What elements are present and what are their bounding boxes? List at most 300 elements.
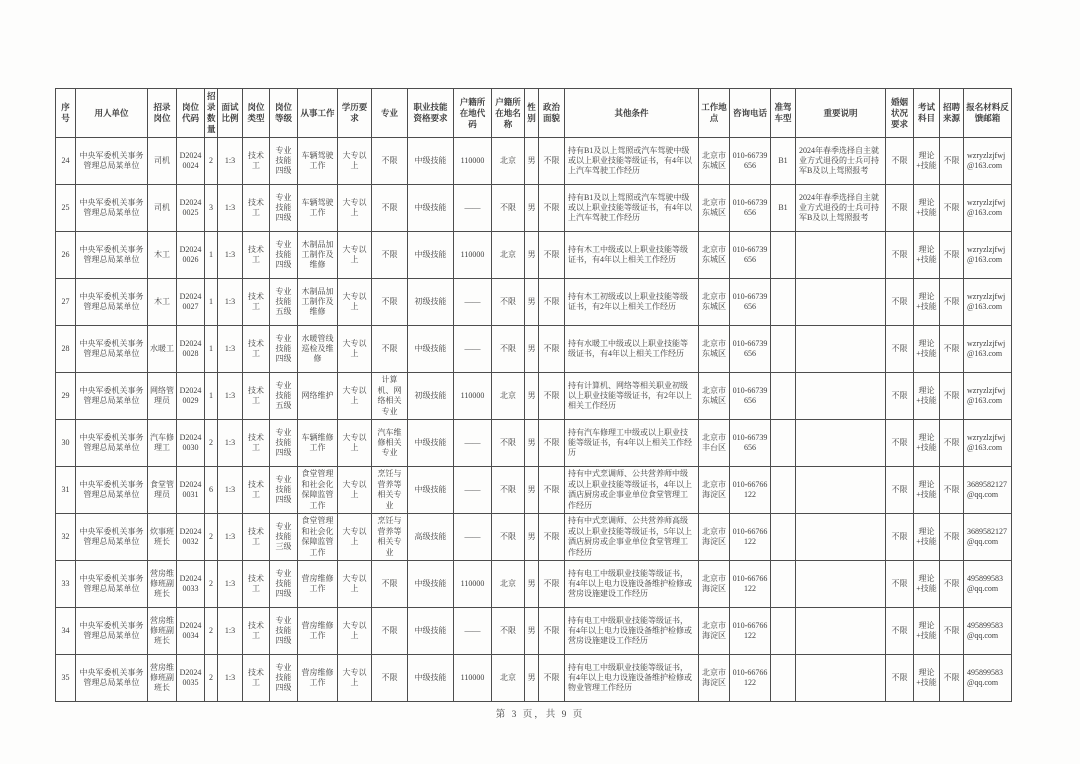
table-cell: 010-66766122 xyxy=(730,561,771,608)
table-cell xyxy=(771,373,796,420)
table-cell: 1:3 xyxy=(218,326,243,373)
table-cell: 1:3 xyxy=(218,655,243,702)
table-cell: D20240030 xyxy=(177,420,205,467)
table-cell: 110000 xyxy=(454,561,492,608)
table-header xyxy=(56,89,1012,138)
table-cell: 1 xyxy=(205,326,218,373)
table-cell: —— xyxy=(454,326,492,373)
table-cell: D20240033 xyxy=(177,561,205,608)
table-cell: D20240035 xyxy=(177,655,205,702)
table-cell: wzryzlzjfwj@163.com xyxy=(964,138,1012,185)
table-cell: 不限 xyxy=(539,655,565,702)
table-cell: 不限 xyxy=(886,420,914,467)
table-cell: 水暖工 xyxy=(148,326,177,373)
table-cell: 495899583@qq.com xyxy=(964,655,1012,702)
table-cell: 男 xyxy=(525,373,539,420)
table-cell: 专业技能四级 xyxy=(270,185,298,232)
table-cell: 司机 xyxy=(148,138,177,185)
table-cell: 中级技能 xyxy=(408,608,454,655)
table-cell: 车辆驾驶工作 xyxy=(298,185,338,232)
table-cell: 持有B1及以上驾照或汽车驾驶中级或以上职业技能等级证书，有4年以上汽车驾驶工作经历 xyxy=(565,138,699,185)
table-cell: wzryzlzjfwj@163.com xyxy=(964,185,1012,232)
table-cell: 北京市海淀区 xyxy=(699,561,730,608)
column-header: 招录数量 xyxy=(205,89,218,138)
table-cell: 北京市东城区 xyxy=(699,279,730,326)
table-cell xyxy=(771,232,796,279)
column-header: 咨询电话 xyxy=(730,89,771,138)
column-header: 学历要求 xyxy=(338,89,372,138)
table-cell: 3689582127@qq.com xyxy=(964,467,1012,514)
table-cell: —— xyxy=(454,185,492,232)
table-cell: —— xyxy=(454,279,492,326)
table-cell: 技术工 xyxy=(243,561,270,608)
column-header: 职业技能资格要求 xyxy=(408,89,454,138)
table-cell: 110000 xyxy=(454,373,492,420)
table-cell: 北京 xyxy=(492,373,525,420)
table-cell: wzryzlzjfwj@163.com xyxy=(964,232,1012,279)
table-cell: 2 xyxy=(205,655,218,702)
table-body xyxy=(56,138,1012,702)
table-cell: 持有中式烹调师、公共营养师中级或以上职业技能等级证书，4年以上酒店厨房或企事业单位食堂管理工作经历 xyxy=(565,467,699,514)
table-cell: 食堂管理员 xyxy=(148,467,177,514)
table-cell: 不限 xyxy=(372,232,408,279)
table-cell: 不限 xyxy=(539,373,565,420)
table-cell: 男 xyxy=(525,655,539,702)
column-header: 岗位类型 xyxy=(243,89,270,138)
table-cell: 中央军委机关事务管理总局某单位 xyxy=(76,326,148,373)
table-cell: 技术工 xyxy=(243,420,270,467)
table-cell: 大专以上 xyxy=(338,420,372,467)
table-cell: 中央军委机关事务管理总局某单位 xyxy=(76,467,148,514)
table-cell: D20240026 xyxy=(177,232,205,279)
table-cell: 专业技能四级 xyxy=(270,467,298,514)
table-cell: 不限 xyxy=(940,279,964,326)
table-cell: 110000 xyxy=(454,655,492,702)
table-cell: 男 xyxy=(525,326,539,373)
table-cell: 不限 xyxy=(940,561,964,608)
table-cell: 不限 xyxy=(539,232,565,279)
table-cell: 3 xyxy=(205,185,218,232)
table-cell xyxy=(796,561,886,608)
table-cell: 不限 xyxy=(372,279,408,326)
table-cell: 中央军委机关事务管理总局某单位 xyxy=(76,420,148,467)
table-cell: 不限 xyxy=(492,420,525,467)
table-cell: 中级技能 xyxy=(408,326,454,373)
table-cell: 专业技能四级 xyxy=(270,561,298,608)
table-cell: 不限 xyxy=(886,655,914,702)
table-cell: 不限 xyxy=(539,514,565,561)
table-cell: 北京 xyxy=(492,655,525,702)
table-cell: 营房维修班副班长 xyxy=(148,608,177,655)
table-cell: 汽车修理工 xyxy=(148,420,177,467)
table-cell: 男 xyxy=(525,561,539,608)
table-cell: 中央军委机关事务管理总局某单位 xyxy=(76,185,148,232)
table-row xyxy=(56,138,1012,185)
table-cell: 1:3 xyxy=(218,561,243,608)
table-cell: 不限 xyxy=(886,185,914,232)
table-cell: wzryzlzjfwj@163.com xyxy=(964,373,1012,420)
table-cell xyxy=(796,373,886,420)
table-cell: 1 xyxy=(205,373,218,420)
table-cell: 大专以上 xyxy=(338,279,372,326)
table-cell: 营房维修班副班长 xyxy=(148,655,177,702)
table-cell: 北京市东城区 xyxy=(699,326,730,373)
table-cell: 不限 xyxy=(492,185,525,232)
table-row xyxy=(56,373,1012,420)
table-cell: 1:3 xyxy=(218,608,243,655)
table-cell: —— xyxy=(454,420,492,467)
table-cell xyxy=(771,655,796,702)
table-cell xyxy=(771,279,796,326)
table-row xyxy=(56,608,1012,655)
table-cell: 烹饪与营养等相关专业 xyxy=(372,467,408,514)
table-cell: 理论+技能 xyxy=(914,185,940,232)
table-cell: 炊事班班长 xyxy=(148,514,177,561)
table-cell: 不限 xyxy=(886,138,914,185)
table-cell: 理论+技能 xyxy=(914,467,940,514)
table-cell: 北京市东城区 xyxy=(699,185,730,232)
table-cell: 技术工 xyxy=(243,138,270,185)
table-cell: 高级技能 xyxy=(408,514,454,561)
table-cell: 不限 xyxy=(940,514,964,561)
table-cell: 3689582127@qq.com xyxy=(964,514,1012,561)
table-cell: 北京市丰台区 xyxy=(699,420,730,467)
table-cell: 1:3 xyxy=(218,232,243,279)
table-cell: 1 xyxy=(205,232,218,279)
table-cell: 1:3 xyxy=(218,373,243,420)
table-cell: 不限 xyxy=(492,608,525,655)
table-cell: 专业技能四级 xyxy=(270,138,298,185)
table-cell: 技术工 xyxy=(243,655,270,702)
table-cell: B1 xyxy=(771,138,796,185)
table-cell: 男 xyxy=(525,420,539,467)
table-cell: 010-66766122 xyxy=(730,467,771,514)
table-cell: 中央军委机关事务管理总局某单位 xyxy=(76,608,148,655)
table-cell: 木制品加工制作及维修 xyxy=(298,279,338,326)
table-cell: 专业技能四级 xyxy=(270,608,298,655)
table-cell: 营房维修班副班长 xyxy=(148,561,177,608)
table-row xyxy=(56,467,1012,514)
table-cell: 计算机、网络相关专业 xyxy=(372,373,408,420)
table-cell: 不限 xyxy=(372,185,408,232)
column-header: 报名材料反馈邮箱 xyxy=(964,89,1012,138)
table-cell: 持有木工初级或以上职业技能等级证书，有2年以上相关工作经历 xyxy=(565,279,699,326)
table-cell: 技术工 xyxy=(243,326,270,373)
table-cell: 不限 xyxy=(539,279,565,326)
table-cell: 2 xyxy=(205,561,218,608)
table-cell: 理论+技能 xyxy=(914,326,940,373)
header-row xyxy=(56,89,1012,138)
table-cell: 北京市海淀区 xyxy=(699,655,730,702)
table-cell: 专业技能五级 xyxy=(270,373,298,420)
table-row xyxy=(56,185,1012,232)
column-header: 其他条件 xyxy=(565,89,699,138)
table-cell: 大专以上 xyxy=(338,138,372,185)
table-cell: 技术工 xyxy=(243,467,270,514)
table-cell: 理论+技能 xyxy=(914,561,940,608)
table-cell: 495899583@qq.com xyxy=(964,561,1012,608)
table-cell: 北京市海淀区 xyxy=(699,608,730,655)
column-header: 序号 xyxy=(56,89,76,138)
table-cell: 中级技能 xyxy=(408,420,454,467)
table-cell: wzryzlzjfwj@163.com xyxy=(964,279,1012,326)
table-cell: 不限 xyxy=(940,326,964,373)
table-cell xyxy=(796,420,886,467)
table-cell: 营房维修工作 xyxy=(298,655,338,702)
table-cell xyxy=(796,279,886,326)
column-header: 岗位代码 xyxy=(177,89,205,138)
table-cell: 北京市东城区 xyxy=(699,138,730,185)
table-cell: 持有B1及以上驾照或汽车驾驶中级或以上职业技能等级证书，有4年以上汽车驾驶工作经历 xyxy=(565,185,699,232)
table-cell: 专业技能五级 xyxy=(270,279,298,326)
table-cell: 1:3 xyxy=(218,514,243,561)
table-cell: 不限 xyxy=(372,561,408,608)
table-cell: 男 xyxy=(525,185,539,232)
table-cell: 专业技能四级 xyxy=(270,655,298,702)
table-cell: 不限 xyxy=(539,326,565,373)
table-cell: 1:3 xyxy=(218,138,243,185)
table-cell: 理论+技能 xyxy=(914,138,940,185)
table-cell: D20240029 xyxy=(177,373,205,420)
page-number: 第 3 页，共 9 页 xyxy=(495,710,585,720)
table-cell: 不限 xyxy=(372,326,408,373)
table-cell: 北京市海淀区 xyxy=(699,514,730,561)
table-cell: 010-66739656 xyxy=(730,279,771,326)
table-cell: 不限 xyxy=(372,608,408,655)
table-cell: 持有电工中级职业技能等级证书，有4年以上电力设施设备维护检修或营房设施建设工作经历 xyxy=(565,561,699,608)
table-cell: 中央军委机关事务管理总局某单位 xyxy=(76,373,148,420)
table-cell: 110000 xyxy=(454,138,492,185)
table-cell: 技术工 xyxy=(243,232,270,279)
table-cell: 专业技能三级 xyxy=(270,514,298,561)
table-cell: 持有电工中级职业技能等级证书，有4年以上电力设施设备维护检修或营房设施建设工作经历 xyxy=(565,608,699,655)
table-cell: 大专以上 xyxy=(338,373,372,420)
table-cell: 大专以上 xyxy=(338,655,372,702)
table-cell: 大专以上 xyxy=(338,326,372,373)
table-cell: 持有汽车修理工中级或以上职业技能等级证书，有4年以上相关工作经历 xyxy=(565,420,699,467)
table-cell: 不限 xyxy=(886,514,914,561)
column-header: 重要说明 xyxy=(796,89,886,138)
table-cell: 010-66739656 xyxy=(730,232,771,279)
table-cell: D20240024 xyxy=(177,138,205,185)
table-cell: 不限 xyxy=(886,561,914,608)
table-cell: wzryzlzjfwj@163.com xyxy=(964,420,1012,467)
table-cell: 初级技能 xyxy=(408,373,454,420)
table-cell: 不限 xyxy=(940,655,964,702)
column-header: 招录岗位 xyxy=(148,89,177,138)
table-cell: 技术工 xyxy=(243,608,270,655)
table-cell: 中央军委机关事务管理总局某单位 xyxy=(76,561,148,608)
table-cell: 不限 xyxy=(539,420,565,467)
table-cell: 不限 xyxy=(372,655,408,702)
column-header: 用人单位 xyxy=(76,89,148,138)
table-cell: 010-66766122 xyxy=(730,655,771,702)
table-cell: 不限 xyxy=(539,608,565,655)
table-cell: 1:3 xyxy=(218,420,243,467)
table-row xyxy=(56,561,1012,608)
table-cell: 汽车维修相关专业 xyxy=(372,420,408,467)
column-header: 户籍所在地名称 xyxy=(492,89,525,138)
table-cell: 不限 xyxy=(940,608,964,655)
table-cell: 中级技能 xyxy=(408,232,454,279)
table-cell: 营房维修工作 xyxy=(298,608,338,655)
table-cell: 1:3 xyxy=(218,185,243,232)
table-cell: 中央军委机关事务管理总局某单位 xyxy=(76,655,148,702)
column-header: 准驾车型 xyxy=(771,89,796,138)
table-cell: 大专以上 xyxy=(338,232,372,279)
table-cell: 不限 xyxy=(940,373,964,420)
table-row xyxy=(56,420,1012,467)
table-cell: 不限 xyxy=(886,608,914,655)
table-cell: 北京市东城区 xyxy=(699,232,730,279)
table-cell: 理论+技能 xyxy=(914,232,940,279)
table-cell: 大专以上 xyxy=(338,467,372,514)
table-cell: 1:3 xyxy=(218,467,243,514)
table-cell: 男 xyxy=(525,608,539,655)
table-cell: 不限 xyxy=(886,326,914,373)
table-cell: 不限 xyxy=(940,138,964,185)
table-cell: D20240032 xyxy=(177,514,205,561)
table-cell: 24 xyxy=(56,138,76,185)
column-header: 工作地点 xyxy=(699,89,730,138)
table-cell: 理论+技能 xyxy=(914,608,940,655)
table-cell: 2 xyxy=(205,138,218,185)
table-cell: 33 xyxy=(56,561,76,608)
table-cell: 持有计算机、网络等相关职业初级以上职业技能等级证书，有2年以上相关工作经历 xyxy=(565,373,699,420)
table-cell: 31 xyxy=(56,467,76,514)
table-cell: 29 xyxy=(56,373,76,420)
table-cell: —— xyxy=(454,514,492,561)
table-cell: —— xyxy=(454,467,492,514)
table-cell: D20240031 xyxy=(177,467,205,514)
table-cell: D20240025 xyxy=(177,185,205,232)
table-cell: 技术工 xyxy=(243,185,270,232)
table-cell: 不限 xyxy=(492,326,525,373)
table-cell: 010-66766122 xyxy=(730,514,771,561)
table-cell: 中央军委机关事务管理总局某单位 xyxy=(76,232,148,279)
table-cell: 不限 xyxy=(886,279,914,326)
table-cell: 25 xyxy=(56,185,76,232)
column-header: 婚姻状况要求 xyxy=(886,89,914,138)
table-cell: 495899583@qq.com xyxy=(964,608,1012,655)
table-cell: 男 xyxy=(525,279,539,326)
table-row xyxy=(56,655,1012,702)
table-cell: 营房维修工作 xyxy=(298,561,338,608)
table-cell: wzryzlzjfwj@163.com xyxy=(964,326,1012,373)
table-cell: 水暖管线巡检及维修 xyxy=(298,326,338,373)
table-cell: 不限 xyxy=(940,467,964,514)
table-cell xyxy=(796,326,886,373)
table-row xyxy=(56,279,1012,326)
table-cell xyxy=(796,514,886,561)
table-cell: 大专以上 xyxy=(338,561,372,608)
table-cell: 1 xyxy=(205,279,218,326)
table-cell: 不限 xyxy=(940,420,964,467)
table-cell: 中级技能 xyxy=(408,467,454,514)
table-cell: 28 xyxy=(56,326,76,373)
table-cell: 2 xyxy=(205,608,218,655)
table-cell: 司机 xyxy=(148,185,177,232)
table-cell: 烹饪与营养等相关专业 xyxy=(372,514,408,561)
table-cell: 初级技能 xyxy=(408,279,454,326)
table-cell: 34 xyxy=(56,608,76,655)
recruitment-table-container xyxy=(55,88,1011,702)
table-cell: 网络维护 xyxy=(298,373,338,420)
table-cell: 理论+技能 xyxy=(914,514,940,561)
table-cell: 网络管理员 xyxy=(148,373,177,420)
table-cell: 010-66739656 xyxy=(730,185,771,232)
table-cell: 27 xyxy=(56,279,76,326)
table-cell: 不限 xyxy=(492,514,525,561)
column-header: 政治面貌 xyxy=(539,89,565,138)
table-row xyxy=(56,232,1012,279)
table-cell: 不限 xyxy=(372,138,408,185)
table-cell: 1:3 xyxy=(218,279,243,326)
table-cell: 不限 xyxy=(539,185,565,232)
table-cell: 大专以上 xyxy=(338,185,372,232)
table-cell xyxy=(771,608,796,655)
table-cell: 北京 xyxy=(492,138,525,185)
table-cell: 中央军委机关事务管理总局某单位 xyxy=(76,279,148,326)
column-header: 考试科目 xyxy=(914,89,940,138)
table-row xyxy=(56,326,1012,373)
table-cell: 不限 xyxy=(886,467,914,514)
table-cell: 持有中式烹调师、公共营养师高级或以上职业技能等级证书，5年以上酒店厨房或企事业单位食堂管理工作经历 xyxy=(565,514,699,561)
table-cell: 专业技能四级 xyxy=(270,326,298,373)
table-cell: 食堂管理和社会化保障监管工作 xyxy=(298,514,338,561)
table-cell: 理论+技能 xyxy=(914,420,940,467)
table-cell: 持有水暖工中级或以上职业技能等级证书，有4年以上相关工作经历 xyxy=(565,326,699,373)
table-cell: 中央军委机关事务管理总局某单位 xyxy=(76,138,148,185)
table-cell xyxy=(771,420,796,467)
table-cell: 不限 xyxy=(492,467,525,514)
table-cell: 010-66739656 xyxy=(730,138,771,185)
table-cell: 车辆维修工作 xyxy=(298,420,338,467)
table-cell: 男 xyxy=(525,467,539,514)
table-cell: 010-66739656 xyxy=(730,420,771,467)
table-cell: 2024年春季选择自主就业方式退役的士兵可持军B及以上驾照报考 xyxy=(796,138,886,185)
table-cell: 中央军委机关事务管理总局某单位 xyxy=(76,514,148,561)
table-cell xyxy=(771,467,796,514)
table-cell: 不限 xyxy=(492,279,525,326)
table-cell: 2 xyxy=(205,420,218,467)
table-cell: 30 xyxy=(56,420,76,467)
table-cell: 男 xyxy=(525,232,539,279)
table-cell: 北京市东城区 xyxy=(699,373,730,420)
table-cell: 技术工 xyxy=(243,279,270,326)
table-cell: 26 xyxy=(56,232,76,279)
column-header: 面试比例 xyxy=(218,89,243,138)
table-cell: 不限 xyxy=(539,467,565,514)
column-header: 招聘来源 xyxy=(940,89,964,138)
table-cell: 北京 xyxy=(492,232,525,279)
column-header: 从事工作 xyxy=(298,89,338,138)
table-cell: 男 xyxy=(525,138,539,185)
table-cell: D20240027 xyxy=(177,279,205,326)
table-cell: 技术工 xyxy=(243,514,270,561)
table-cell: 专业技能四级 xyxy=(270,232,298,279)
table-cell: 110000 xyxy=(454,232,492,279)
table-cell: 32 xyxy=(56,514,76,561)
table-cell xyxy=(796,655,886,702)
table-cell: 不限 xyxy=(886,373,914,420)
table-cell: 持有木工中级或以上职业技能等级证书，有4年以上相关工作经历 xyxy=(565,232,699,279)
table-cell xyxy=(771,326,796,373)
table-cell xyxy=(796,467,886,514)
table-cell: 不限 xyxy=(886,232,914,279)
table-cell: 2024年春季选择自主就业方式退役的士兵可持军B及以上驾照报考 xyxy=(796,185,886,232)
table-cell: 北京市海淀区 xyxy=(699,467,730,514)
